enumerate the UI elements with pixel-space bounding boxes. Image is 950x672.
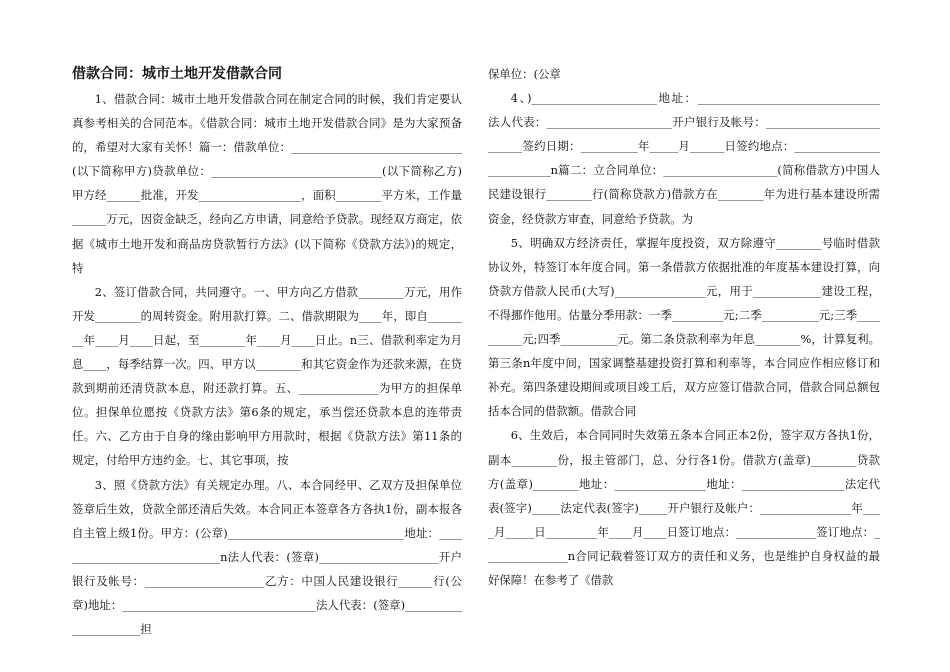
paragraph-2: 2、签订借款合同，共同遵守。一、甲方向乙方借款________万元，用作开发________的周转资金。附用款打算。二、借款期限为____年，即自________年____月____日起，至________年____月____日止。n三、借款利率定为月息____，每季结算一次。四、甲方以________和其它资金作为还款来源，在贷款到期前还清贷款本息，附还款打算。五、______________为甲方的担保单位。担保单位愿按《贷款方法》第6条的规定，承当偿还贷款本息的连带责任。六、乙方由于自身的缘由影响甲方用款时，根据《贷款方法》第11条的规定，付给甲方违约金。七、其它事项，按 bbox=[72, 284, 462, 468]
paragraph-3: 3、照《贷款方法》有关规定办理。八、本合同经甲、乙双方及担保单位签章后生效，贷款全部还清后失效。本合同正本签章各方各执1份，副本报各自主管上级1份。甲方：(公章)_______________________________地址：______________________________n法人代表：(签章)_____________________开户银行及帐号：_____________________乙方：中国人民建设银行______行(公章)地址：__________________________________法人代表：(签章)______________________担 bbox=[72, 477, 462, 637]
left-column bbox=[72, 62, 462, 641]
paragraph-4: 4、)______________________地址：________________________________法人代表：______________________开户银行及帐号：__________________________签约日期：__________年_____月______日签约地点：__________________________n篇二：立合同单位：____________________(简称借款方)中国人民建设银行________行(简称贷款方)借款方在________年为进行基本建设所需资金，经贷款方审查，同意给予贷款。为 bbox=[488, 91, 880, 226]
paragraph-5: 5、明确双方经济责任，掌握年度投资，双方除遵守________号临时借款协议外，特签订本年度合同。第一条借款方依据批准的年度基本建设打算，向贷款方借款人民币(大写)________________元，用于____________建设工程，不得挪作他用。估量分季用款：一季_________元;二季__________元;三季__________元;四季__________元。第二条贷款利率为年息________%，计算复利。第三条n年度中间，国家调整基建投资打算和利率等，本合同应作相应修订和补充。第四条建设期间或项目竣工后，双方应签订借款合同，借款合同总额包括本合同的借款额。借款合同 bbox=[488, 235, 880, 419]
right-column bbox=[488, 62, 880, 592]
paragraph-1: 1、借款合同：城市土地开发借款合同在制定合同的时候，我们肯定要认真参考相关的合同范本。《借款合同：城市土地开发借款合同》是为大家预备的，希望对大家有关怀！篇一：借款单位：______________________________(以下简称甲方)贷款单位：______________________________(以下简称乙方)甲方经______批准，开发__________________，面积________平方米，工作量______万元，因资金缺乏，经向乙方申请，同意给予贷款。现经双方商定，依据《城市土地开发和商品房贷款暂行方法》(以下简称《贷款方法》)的规定，特 bbox=[72, 92, 462, 275]
paragraph-6: 6、生效后，本合同同时失效第五条本合同正本2份，签字双方各执1份，副本________份，报主管部门，总、分行各1份。借款方(盖章)________贷款方(盖章)________地址：________________地址：__________________法定代表(签字)_____法定代表(签字)_____开户银行及帐户：________________年____月_____日_________年____月____日签订地点：______________签订地点：_______________n合同记载着签订双方的责任和义务，也是维护自身权益的最好保障！在参考了《借款 bbox=[488, 428, 880, 587]
document-title: 借款合同：城市土地开发借款合同 bbox=[72, 66, 282, 82]
paragraph-3-continued: 保单位：(公章 bbox=[488, 67, 561, 81]
